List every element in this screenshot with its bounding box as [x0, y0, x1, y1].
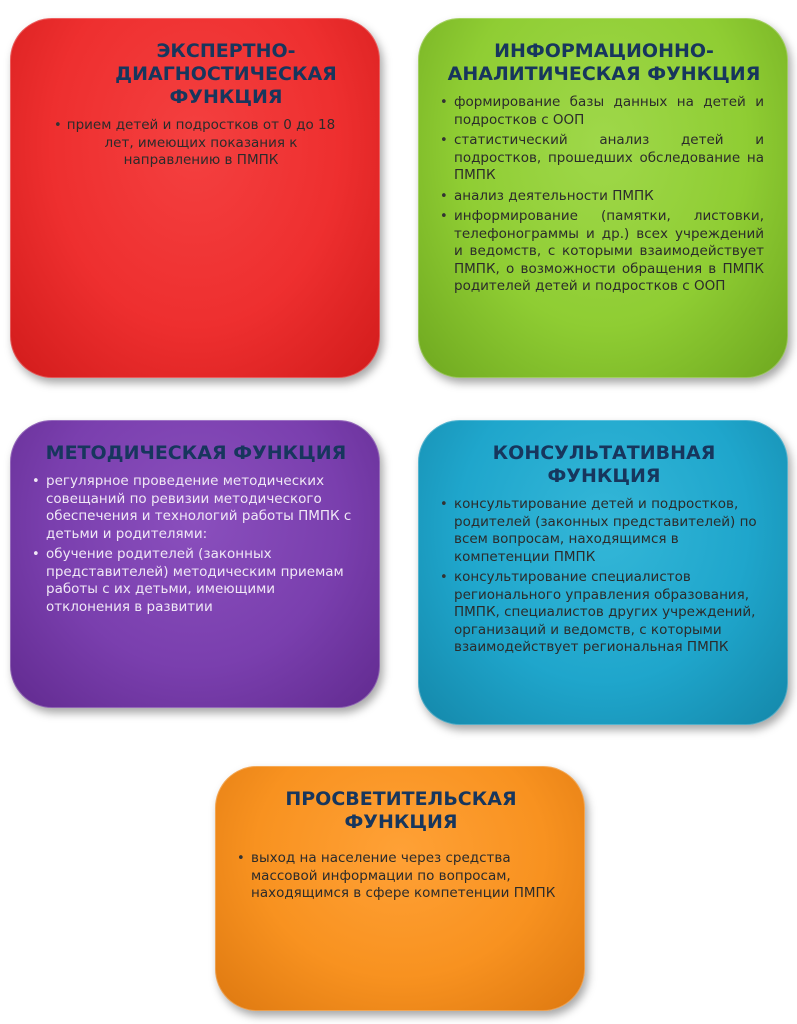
card-list — [36, 473, 356, 616]
list-item: • формирование базы данных на детей и подростков с ООП — [444, 94, 764, 129]
list-item: • выход на население через средства массовой информации по вопросам, находящимся в сфере компетенции ПМПК — [241, 850, 561, 903]
card-title: КОНСУЛЬТАТИВНАЯ ФУНКЦИЯ — [492, 442, 716, 487]
card-list — [444, 496, 764, 657]
card-educational — [215, 766, 585, 1011]
card-list — [241, 850, 561, 903]
list-item: • консультирование детей и подростков, родителей (законных представителей) по всем вопросам, находящимся в компетенции ПМПК — [444, 496, 764, 566]
card-info-analytic — [418, 18, 788, 378]
card-title: ЭКСПЕРТНО-ДИАГНОСТИЧЕСКАЯ ФУНКЦИЯ — [115, 40, 337, 108]
list-item: • регулярное проведение методических совещаний по ревизии методического обеспечения и технологий работы ПМПК с детьми и родителями: — [36, 473, 356, 543]
card-methodical — [10, 420, 380, 708]
card-list — [444, 94, 764, 296]
card-title: ИНФОРМАЦИОННО-АНАЛИТИЧЕСКАЯ ФУНКЦИЯ — [447, 40, 761, 85]
list-item: • статистический анализ детей и подростков, прошедших обследование на ПМПК — [444, 132, 764, 185]
card-consultative — [418, 420, 788, 725]
list-item: • обучение родителей (законных представителей) методическим приемам работы с их детьми, имеющими отклонения в развитии — [36, 546, 356, 616]
list-item: • информирование (памятки, листовки, телефонограммы и др.) всех учреждений и ведомств, с которыми взаимодействует ПМПК, о возможности обращения в ПМПК родителей детей и подростков с ООП — [444, 208, 764, 296]
card-expert-diagnostic — [10, 18, 380, 378]
list-item: • консультирование специалистов регионального управления образования, ПМПК, специалистов других учреждений, организаций и ведомств, с которыми взаимодействует региональная ПМПК — [444, 569, 764, 657]
card-title: МЕТОДИЧЕСКАЯ ФУНКЦИЯ — [45, 442, 347, 464]
list-item: • анализ деятельности ПМПК — [444, 188, 764, 206]
list-item: • прием детей и подростков от 0 до 18 лет, имеющих показания к направлению в ПМПК — [36, 117, 356, 170]
card-list — [36, 117, 356, 170]
card-title: ПРОСВЕТИТЕЛЬСКАЯ ФУНКЦИЯ — [285, 788, 517, 833]
